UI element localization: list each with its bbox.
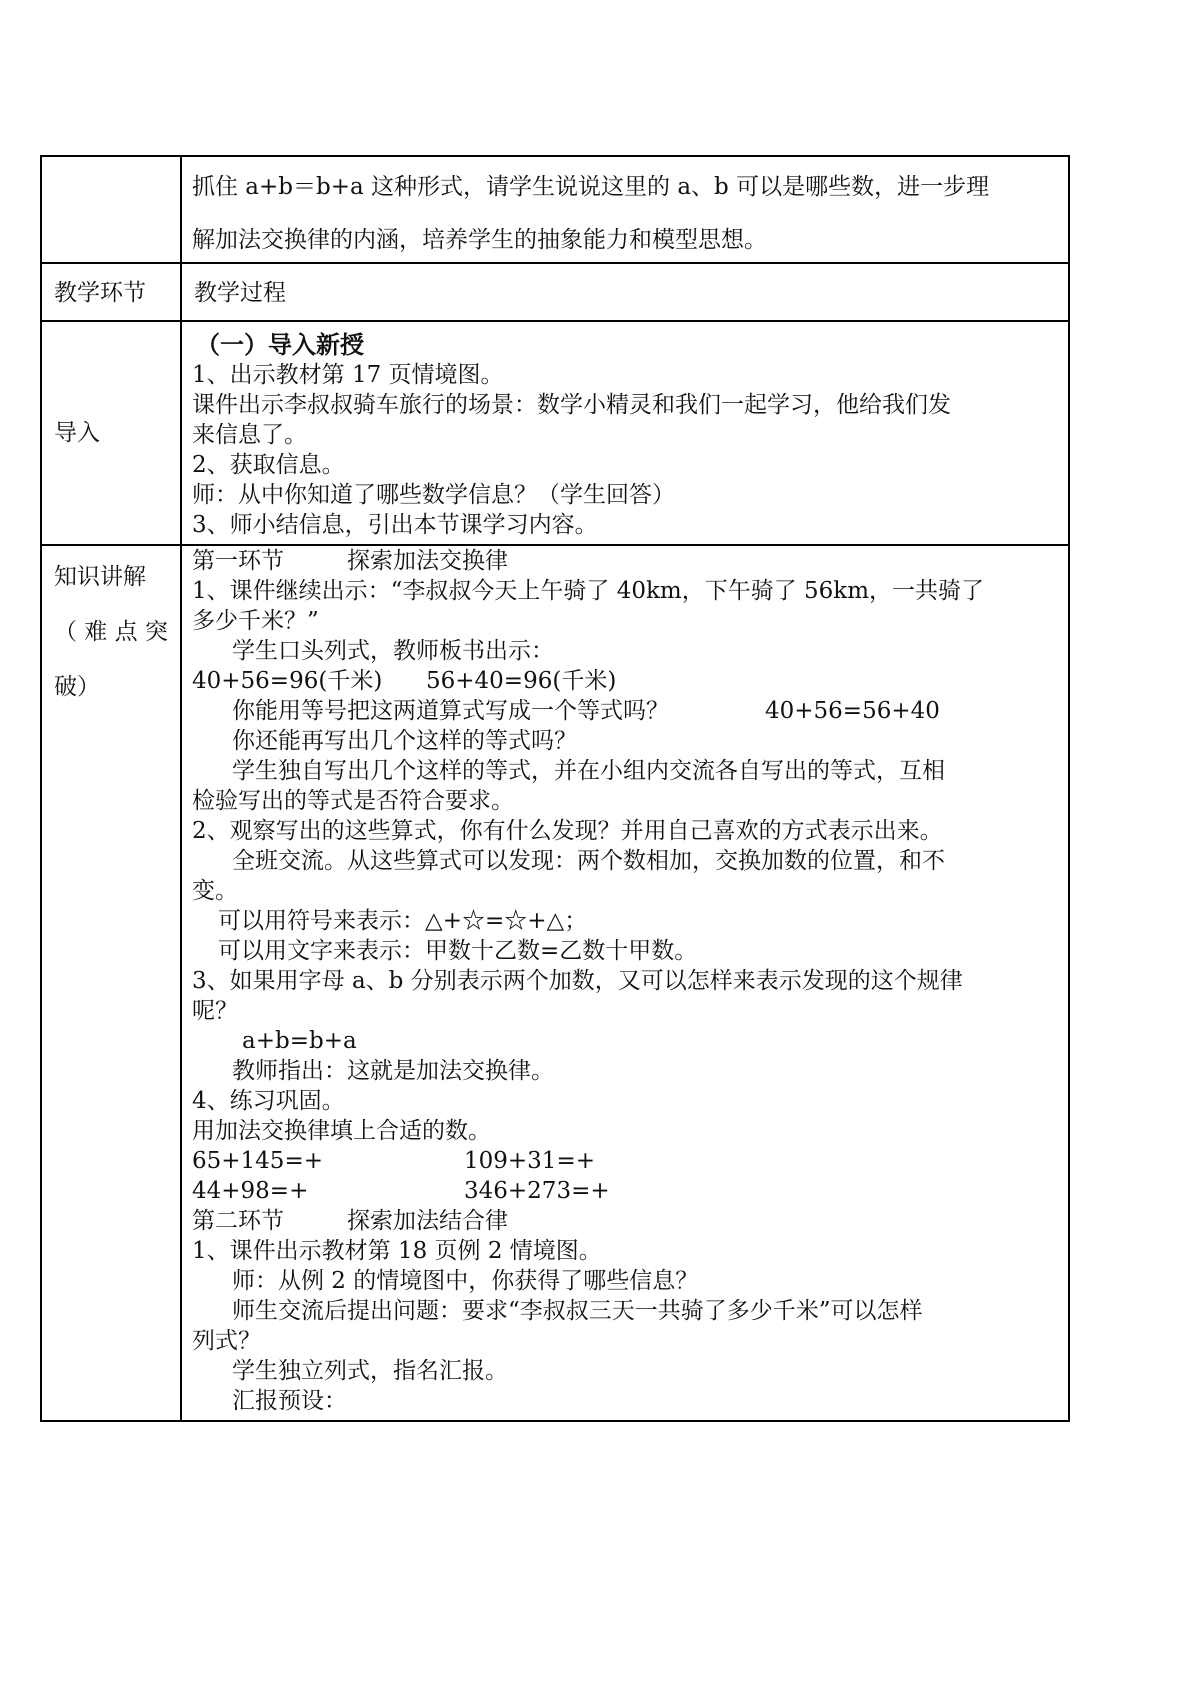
header-right-cell	[181, 263, 1069, 321]
question-equation: 40+56=56+40	[765, 698, 940, 724]
header-left-cell	[41, 263, 181, 321]
question-line	[192, 696, 1058, 726]
section1-title	[192, 546, 1058, 576]
daoru-left-cell	[41, 321, 181, 545]
daoru-line: 3、师小结信息，引出本节课学习内容。	[192, 512, 598, 538]
daoru-line: 师：从中你知道了哪些数学信息？（学生回答）	[192, 482, 675, 508]
section2-title	[192, 1206, 1058, 1236]
content-line: 你还能再写出几个这样的等式吗？	[232, 728, 577, 754]
daoru-line: 课件出示李叔叔骑车旅行的场景：数学小精灵和我们一起学习，他给我们发	[192, 392, 951, 418]
daoru-row	[41, 321, 1069, 545]
content-line: 2、观察写出的这些算式，你有什么发现？并用自己喜欢的方式表示出来。	[192, 818, 943, 844]
content-line: 用加法交换律填上合适的数。	[192, 1118, 491, 1144]
content-line: 教师指出：这就是加法交换律。	[232, 1058, 554, 1084]
header-row	[41, 263, 1069, 321]
content-line: 学生独自写出几个这样的等式，并在小组内交流各自写出的等式，互相	[232, 758, 945, 784]
content-line: 变。	[192, 878, 238, 904]
exercise-item: 65+145=+	[192, 1148, 323, 1174]
question-text: 你能用等号把这两道算式写成一个等式吗？	[232, 698, 669, 724]
content-line: 多少千米？”	[192, 608, 319, 634]
content-line: 4、练习巩固。	[192, 1088, 345, 1114]
exercise-item: 44+98=+	[192, 1178, 309, 1204]
main-label-line: 知识讲解	[54, 564, 146, 590]
intro-line-2: 解加法交换律的内涵，培养学生的抽象能力和模型思想。	[192, 227, 767, 253]
content-line: 呢？	[192, 998, 238, 1024]
section1-number: 第一环节	[192, 548, 284, 574]
exercise-item: 346+273=+	[464, 1178, 610, 1204]
exercise-row	[192, 1146, 1058, 1176]
content-line: 1、课件出示教材第 18 页例 2 情境图。	[192, 1238, 602, 1264]
content-line: 学生独立列式，指名汇报。	[232, 1358, 508, 1384]
section2-number: 第二环节	[192, 1208, 284, 1234]
content-line: 全班交流。从这些算式可以发现：两个数相加，交换加数的位置，和不	[232, 848, 945, 874]
daoru-heading: （一）导入新授	[196, 330, 364, 359]
section1-name: 探索加法交换律	[347, 548, 508, 574]
content-line: 学生口头列式，教师板书出示：	[232, 638, 554, 664]
lesson-plan-table	[40, 155, 1070, 1422]
intro-left-label	[42, 157, 180, 173]
main-label-line: 破）	[54, 674, 100, 700]
content-line: 列式？	[192, 1328, 261, 1354]
daoru-right-cell	[181, 321, 1069, 545]
main-label	[42, 546, 180, 719]
exercise-item: 109+31=+	[464, 1148, 595, 1174]
daoru-line: 1、出示教材第 17 页情境图。	[192, 362, 504, 388]
content-line: 可以用文字来表示：甲数十乙数=乙数十甲数。	[218, 938, 698, 964]
section2-name: 探索加法结合律	[347, 1208, 508, 1234]
content-line: 检验写出的等式是否符合要求。	[192, 788, 514, 814]
main-left-cell	[41, 545, 181, 1421]
formula-line: a+b=b+a	[242, 1028, 357, 1054]
daoru-line: 2、获取信息。	[192, 452, 345, 478]
header-left-label: 教学环节	[54, 280, 146, 306]
formula-left: 40+56=96(千米)	[192, 668, 383, 694]
main-label-line: （ 难 点 突	[54, 619, 168, 645]
header-right-label: 教学过程	[194, 280, 286, 306]
daoru-line: 来信息了。	[192, 422, 307, 448]
content-line: 可以用符号来表示：△+☆=☆+△；	[218, 908, 588, 934]
intro-right-cell	[181, 156, 1069, 263]
main-row	[41, 545, 1069, 1421]
content-line: 3、如果用字母 a、b 分别表示两个加数，又可以怎样来表示发现的这个规律	[192, 968, 963, 994]
formula-pair	[192, 666, 1058, 696]
content-line: 师生交流后提出问题：要求“李叔叔三天一共骑了多少千米”可以怎样	[232, 1298, 923, 1324]
daoru-label: 导入	[54, 420, 100, 446]
content-line: 1、课件继续出示：“李叔叔今天上午骑了 40km，下午骑了 56km，一共骑了	[192, 578, 985, 604]
content-line: 汇报预设：	[232, 1388, 347, 1414]
intro-line-1: 抓住 a+b＝b+a 这种形式，请学生说说这里的 a、b 可以是哪些数，进一步理	[192, 174, 990, 200]
content-line: 师：从例 2 的情境图中，你获得了哪些信息？	[232, 1268, 699, 1294]
intro-row	[41, 156, 1069, 263]
intro-left-cell	[41, 156, 181, 263]
exercise-row	[192, 1176, 1058, 1206]
formula-right: 56+40=96(千米)	[426, 668, 617, 694]
main-right-cell	[181, 545, 1069, 1421]
